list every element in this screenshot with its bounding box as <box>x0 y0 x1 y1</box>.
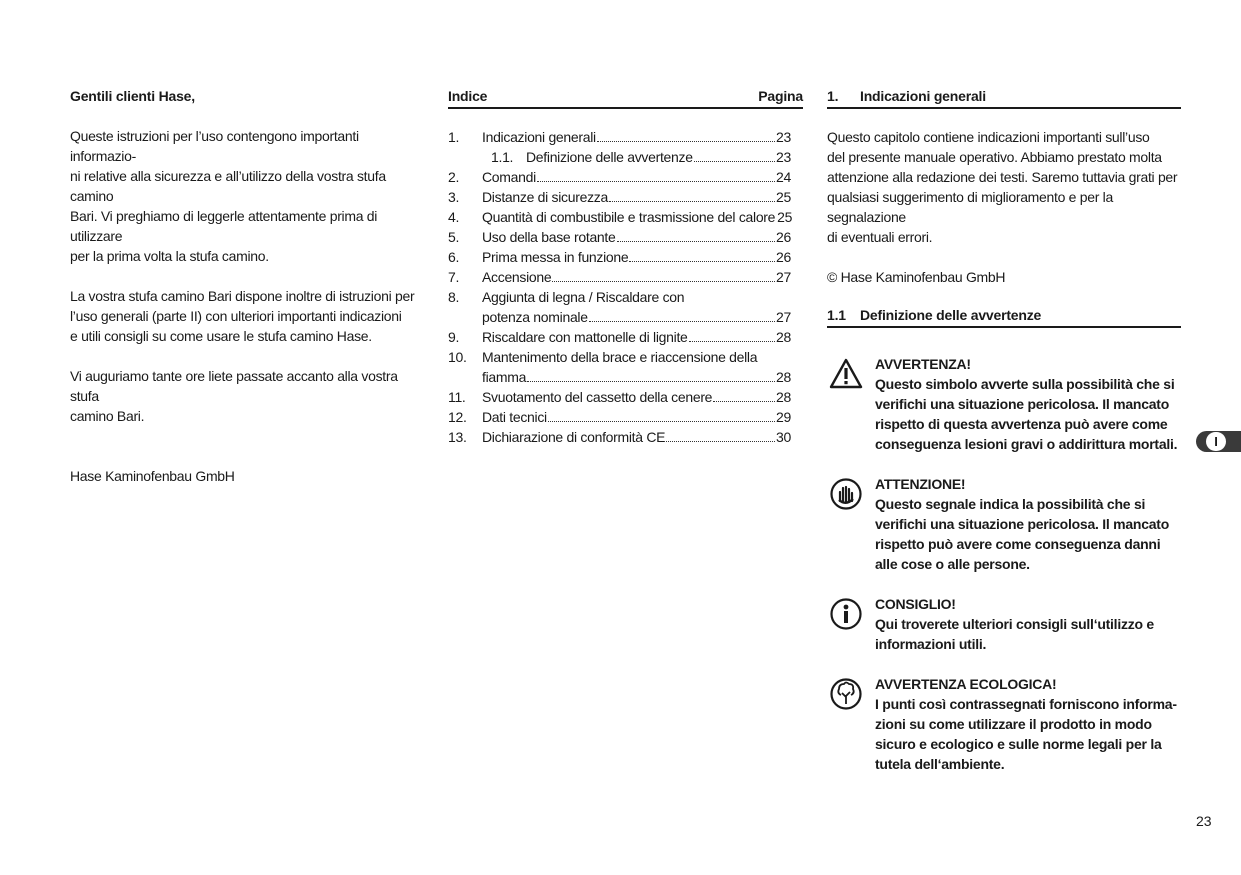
toc-entry-line <box>448 167 791 187</box>
section-intro <box>827 127 1181 247</box>
tree-eco-icon <box>829 677 863 711</box>
caution-block <box>827 474 1181 574</box>
text-line: zioni su come utilizzare il prodotto in modo <box>875 716 1152 732</box>
toc-dot-leader <box>689 340 775 342</box>
toc-entry-number: 9. <box>448 329 460 345</box>
intro-paragraph-1 <box>70 126 422 266</box>
toc-entry-line <box>448 367 791 387</box>
toc-entry-page: 26 <box>776 229 791 245</box>
toc-entry-label: Comandi <box>482 169 536 185</box>
toc-entry-label: Quantità di combustibile e trasmissione del calore <box>482 209 776 225</box>
info-icon <box>829 597 863 631</box>
toc-entry-page: 23 <box>776 129 791 145</box>
text-line: Bari. Vi preghiamo di leggerle attentamente prima di utilizzare <box>70 208 378 244</box>
tip-title: CONSIGLIO! <box>875 596 956 612</box>
toc-dot-leader <box>548 420 775 422</box>
toc-entry-label: Distanze di sicurezza <box>482 189 608 205</box>
eco-text <box>875 694 1181 774</box>
toc-entry-page: 28 <box>776 329 791 345</box>
text-line: verifichi una situazione pericolosa. Il mancato <box>875 516 1170 532</box>
section-heading <box>827 86 1181 109</box>
toc-entry-line <box>448 147 791 167</box>
toc-entry-line <box>448 287 791 307</box>
toc-entry-line <box>448 127 791 147</box>
text-line: informazioni utili. <box>875 636 987 652</box>
toc-dot-leader <box>694 160 775 162</box>
toc-entry-line <box>448 347 791 367</box>
toc-entry-line <box>448 407 791 427</box>
toc-entry-page: 23 <box>776 149 791 165</box>
toc-entry-number: 13. <box>448 429 467 445</box>
language-tab <box>1196 431 1241 452</box>
toc-entry <box>448 347 791 387</box>
text-line: Queste istruzioni per l’uso contengono importanti informazio- <box>70 128 359 164</box>
text-line: attenzione alla redazione dei testi. Saremo tuttavia grati per <box>827 169 1178 185</box>
tip-block <box>827 594 1181 654</box>
toc-entry-label: Uso della base rotante <box>482 229 616 245</box>
toc-dot-leader <box>537 180 775 182</box>
toc-entry-number: 3. <box>448 189 460 205</box>
text-line: alle cose o alle persone. <box>875 556 1030 572</box>
tip-text <box>875 614 1181 654</box>
toc-entry-number: 6. <box>448 249 460 265</box>
toc-entry-label: Accensione <box>482 269 552 285</box>
text-line: tutela dell‘ambiente. <box>875 756 1005 772</box>
toc-dot-leader <box>629 260 775 262</box>
toc-entry-label: Definizione delle avvertenze <box>526 149 693 165</box>
toc-header <box>448 86 803 109</box>
eco-block <box>827 674 1181 774</box>
toc-entry-page: 24 <box>776 169 791 185</box>
toc-entry-number: 10. <box>448 349 467 365</box>
toc-entry-line <box>448 327 791 347</box>
toc-entry <box>448 427 791 447</box>
intro-paragraph-2 <box>70 286 422 346</box>
toc-entry-label: Riscaldare con mattonelle di lignite <box>482 329 688 345</box>
text-line: ni relative alla sicurezza e all’utilizzo della vostra stufa camino <box>70 168 386 204</box>
section-number: 1. <box>827 88 839 104</box>
text-line: rispetto può avere come conseguenza danni <box>875 536 1161 552</box>
toc-entry-number: 8. <box>448 289 460 305</box>
toc-entry-number: 2. <box>448 169 460 185</box>
caution-title: ATTENZIONE! <box>875 476 966 492</box>
intro-column <box>70 86 422 486</box>
text-line: di eventuali errori. <box>827 229 933 245</box>
toc-title: Indice <box>448 88 488 104</box>
text-line: l’uso generali (parte II) con ulteriori importanti indicazioni <box>70 308 402 324</box>
toc-dot-leader <box>597 140 775 142</box>
hand-caution-icon <box>829 477 863 511</box>
toc-entry-number: 1. <box>448 129 460 145</box>
warning-triangle-icon <box>829 357 863 391</box>
subsection-title: Definizione delle avvertenze <box>860 307 1042 323</box>
warning-title: AVVERTENZA! <box>875 356 971 372</box>
toc-entry-line <box>448 187 791 207</box>
text-line: qualsiasi suggerimento di miglioramento e per la segnalazione <box>827 189 1113 225</box>
toc-entry-line <box>448 207 791 227</box>
toc-entry-number: 12. <box>448 409 467 425</box>
toc-entry-page: 27 <box>776 309 791 325</box>
toc-entry-number: 4. <box>448 209 460 225</box>
toc-entry-label: Dati tecnici <box>482 409 547 425</box>
text-line: camino Bari. <box>70 408 145 424</box>
toc-entry-number: 7. <box>448 269 460 285</box>
text-line: Vi auguriamo tante ore liete passate accanto alla vostra stufa <box>70 368 398 404</box>
text-line: per la prima volta la stufa camino. <box>70 248 269 264</box>
toc-dot-leader <box>527 380 775 382</box>
toc-entry <box>448 167 791 187</box>
toc-entry <box>448 147 791 167</box>
copyright: © Hase Kaminofenbau GmbH <box>827 269 1006 285</box>
toc-entry-line <box>448 247 791 267</box>
toc-entry-label: Dichiarazione di conformità CE <box>482 429 666 445</box>
toc-entry-label: fiamma <box>482 369 527 385</box>
toc-entry-line <box>448 227 791 247</box>
subsection-number: 1.1 <box>827 307 846 323</box>
toc-entry-number: 5. <box>448 229 460 245</box>
toc-entry <box>448 327 791 347</box>
language-tab-label: I <box>1206 432 1226 451</box>
toc-entry <box>448 387 791 407</box>
toc-dot-leader <box>617 240 776 242</box>
toc-entry <box>448 127 791 147</box>
toc-entry-line <box>448 267 791 287</box>
toc-entry-page: 27 <box>776 269 791 285</box>
text-line: Questo capitolo contiene indicazioni importanti sull’uso <box>827 129 1150 145</box>
text-line: rispetto di questa avvertenza può avere come <box>875 416 1168 432</box>
toc-entry-page: 26 <box>776 249 791 265</box>
toc-entry-page: 30 <box>776 429 791 445</box>
toc-entry-line <box>448 307 791 327</box>
toc-entry-label: Aggiunta di legna / Riscaldare con <box>482 289 685 305</box>
toc-entry-label: Mantenimento della brace e riaccensione della <box>482 349 758 365</box>
toc-entry-label: potenza nominale <box>482 309 588 325</box>
toc-dot-leader <box>713 400 775 402</box>
toc-entry-label: Indicazioni generali <box>482 129 596 145</box>
toc-entry-label: Prima messa in funzione <box>482 249 629 265</box>
toc-entry-page: 25 <box>777 209 793 225</box>
toc-dot-leader <box>589 320 775 322</box>
toc-list <box>448 127 791 447</box>
text-line: conseguenza lesioni gravi o addirittura mortali. <box>875 436 1178 452</box>
toc-entry-label: Svuotamento del cassetto della cenere <box>482 389 713 405</box>
toc-entry <box>448 287 791 327</box>
text-line: Questo simbolo avverte sulla possibilità che si <box>875 376 1175 392</box>
text-line: I punti così contrassegnati forniscono informa- <box>875 696 1177 712</box>
text-line: e utili consigli su come usare le stufa camino Hase. <box>70 328 372 344</box>
toc-entry <box>448 187 791 207</box>
text-line: La vostra stufa camino Bari dispone inoltre di istruzioni per <box>70 288 415 304</box>
warning-block <box>827 354 1181 454</box>
toc-dot-leader <box>666 440 775 442</box>
toc-entry-page: 28 <box>776 369 791 385</box>
toc-dot-leader <box>609 200 775 202</box>
text-line: Questo segnale indica la possibilità che si <box>875 496 1146 512</box>
text-line: verifichi una situazione pericolosa. Il mancato <box>875 396 1170 412</box>
toc-entry-page: 29 <box>776 409 791 425</box>
text-line: sicuro e ecologico e sulle norme legali per la <box>875 736 1162 752</box>
intro-paragraph-3 <box>70 366 422 426</box>
toc-entry <box>448 247 791 267</box>
toc-subentry-number: 1.1. <box>491 149 514 165</box>
toc-entry <box>448 227 791 247</box>
text-line: del presente manuale operativo. Abbiamo prestato molta <box>827 149 1162 165</box>
toc-entry-number: 11. <box>448 389 466 405</box>
toc-entry-page: 28 <box>776 389 791 405</box>
general-info-column <box>827 86 1181 774</box>
section-title: Indicazioni generali <box>860 88 986 104</box>
caution-text <box>875 494 1181 574</box>
toc-entry-line <box>448 387 791 407</box>
page-number: 23 <box>1196 813 1212 829</box>
toc-entry-page: 25 <box>776 189 791 205</box>
toc-entry <box>448 267 791 287</box>
text-line: Qui troverete ulteriori consigli sull‘utilizzo e <box>875 616 1154 632</box>
warning-text <box>875 374 1181 454</box>
table-of-contents <box>448 86 803 447</box>
eco-title: AVVERTENZA ECOLOGICA! <box>875 676 1057 692</box>
greeting-heading: Gentili clienti Hase, <box>70 88 195 104</box>
signature: Hase Kaminofenbau GmbH <box>70 468 235 484</box>
subsection-heading <box>827 305 1181 328</box>
toc-dot-leader <box>552 280 775 282</box>
toc-entry <box>448 207 791 227</box>
toc-page-label: Pagina <box>758 88 803 104</box>
toc-entry-line <box>448 427 791 447</box>
toc-entry <box>448 407 791 427</box>
